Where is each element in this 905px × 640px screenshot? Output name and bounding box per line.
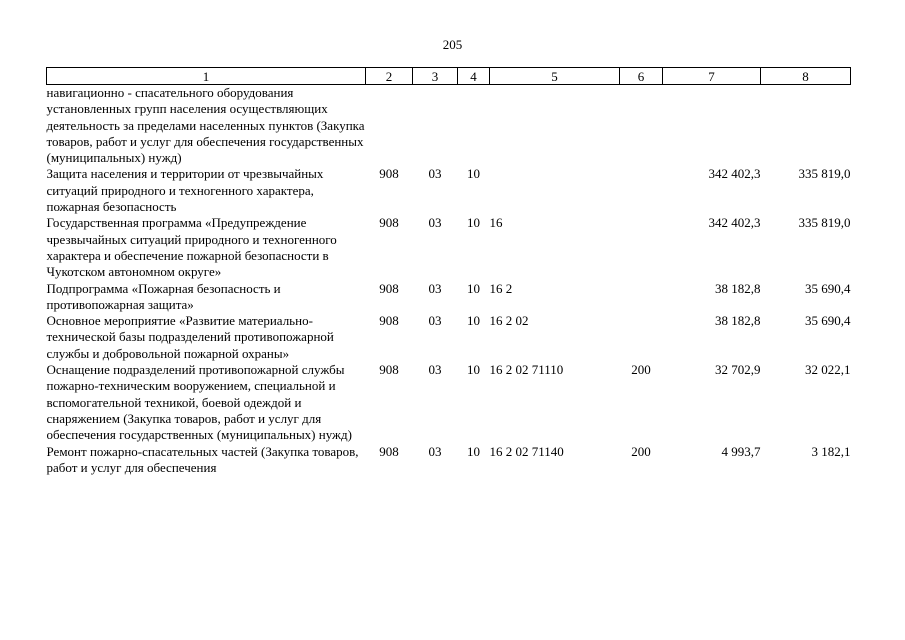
row-target-article	[490, 85, 620, 167]
row-target-article: 16 2 02 71110	[489, 362, 564, 378]
row-amount-1: 4 993,7	[721, 443, 761, 459]
row-subsection-code: 10	[467, 280, 480, 296]
row-name: Ремонт пожарно-спасательных частей (Закупка товаров, работ и услуг для обеспечения	[46, 443, 359, 475]
row-subsection-code	[458, 85, 490, 167]
row-ministry-code: 908	[379, 166, 399, 182]
header-col-7: 7	[663, 68, 761, 85]
row-amount-1: 38 182,8	[715, 280, 761, 296]
table-row	[47, 281, 851, 314]
row-expense-type	[620, 215, 663, 280]
row-target-article: 16	[489, 215, 503, 231]
header-col-2: 2	[366, 68, 413, 85]
row-subsection-code: 10	[467, 313, 480, 329]
row-section-code: 03	[428, 443, 442, 459]
table-row	[47, 362, 851, 443]
header-col-6: 6	[620, 68, 663, 85]
row-section-code: 03	[428, 215, 442, 231]
row-amount-2: 3 182,1	[811, 443, 851, 459]
row-amount-1: 342 402,3	[708, 215, 761, 231]
row-target-article: 16 2 02 71140	[489, 443, 564, 459]
row-expense-type	[620, 313, 663, 362]
header-col-1: 1	[47, 68, 366, 85]
page-number: 205	[442, 37, 463, 52]
row-name: Защита населения и территории от чрезвычайных ситуаций природного и техногенного характера, пожарная безопасность	[46, 166, 324, 215]
header-col-8: 8	[761, 68, 851, 85]
row-amount-2: 335 819,0	[798, 166, 851, 182]
row-amount-1: 342 402,3	[708, 166, 761, 182]
row-name: Государственная программа «Предупреждение чрезвычайных ситуаций природного и техногенного характера и обеспечение пожарной безопасности в Чукотском автономном округе»	[46, 215, 337, 280]
row-name: навигационно - спасательного оборудования установленных групп населения осуществляющих деятельность за пределами населенных пунктов (Закупка товаров, работ и услуг для обеспечения государственных (муниципальных) нужд)	[46, 85, 365, 166]
row-target-article: 16 2 02	[489, 313, 529, 329]
row-amount-2	[761, 85, 851, 167]
row-section-code: 03	[428, 362, 442, 378]
table-row	[47, 313, 851, 362]
row-subsection-code: 10	[467, 215, 480, 231]
row-section-code: 03	[428, 280, 442, 296]
row-amount-2: 335 819,0	[798, 215, 851, 231]
row-ministry-code: 908	[379, 280, 399, 296]
row-amount-1	[663, 85, 761, 167]
row-ministry-code	[366, 85, 413, 167]
row-expense-type	[620, 281, 663, 314]
row-section-code	[413, 85, 458, 167]
table-header-row	[47, 68, 851, 85]
row-name: Подпрограмма «Пожарная безопасность и противопожарная защита»	[46, 280, 281, 312]
row-target-article	[490, 166, 620, 215]
row-ministry-code: 908	[379, 313, 399, 329]
header-col-5: 5	[490, 68, 620, 85]
row-amount-2: 35 690,4	[805, 313, 851, 329]
budget-table	[46, 67, 851, 476]
row-expense-type: 200	[631, 362, 651, 378]
row-section-code: 03	[428, 166, 442, 182]
row-ministry-code: 908	[379, 362, 399, 378]
row-amount-1: 38 182,8	[715, 313, 761, 329]
table-row	[47, 444, 851, 477]
row-ministry-code: 908	[379, 443, 399, 459]
header-col-3: 3	[413, 68, 458, 85]
row-section-code: 03	[428, 313, 442, 329]
row-amount-2: 35 690,4	[805, 280, 851, 296]
header-col-4: 4	[458, 68, 490, 85]
row-name: Основное мероприятие «Развитие материально-технической базы подразделений противопожарной службы и добровольной пожарной охраны»	[46, 313, 334, 361]
row-subsection-code: 10	[467, 362, 480, 378]
row-name: Оснащение подразделений противопожарной службы пожарно-техническим вооружением, специальной и вспомогательной техникой, боевой одеждой и снаряжением (Закупка товаров, работ и услуг для обеспечения государственных (муниципальных) нужд)	[46, 362, 352, 443]
row-subsection-code: 10	[467, 443, 480, 459]
row-expense-type	[620, 166, 663, 215]
row-ministry-code: 908	[379, 215, 399, 231]
table-row	[47, 166, 851, 215]
table-row	[47, 215, 851, 280]
row-expense-type: 200	[631, 443, 651, 459]
row-subsection-code: 10	[467, 166, 480, 182]
row-amount-2: 32 022,1	[805, 362, 851, 378]
table-row	[47, 85, 851, 167]
row-amount-1: 32 702,9	[715, 362, 761, 378]
row-expense-type	[620, 85, 663, 167]
row-target-article: 16 2	[489, 280, 513, 296]
